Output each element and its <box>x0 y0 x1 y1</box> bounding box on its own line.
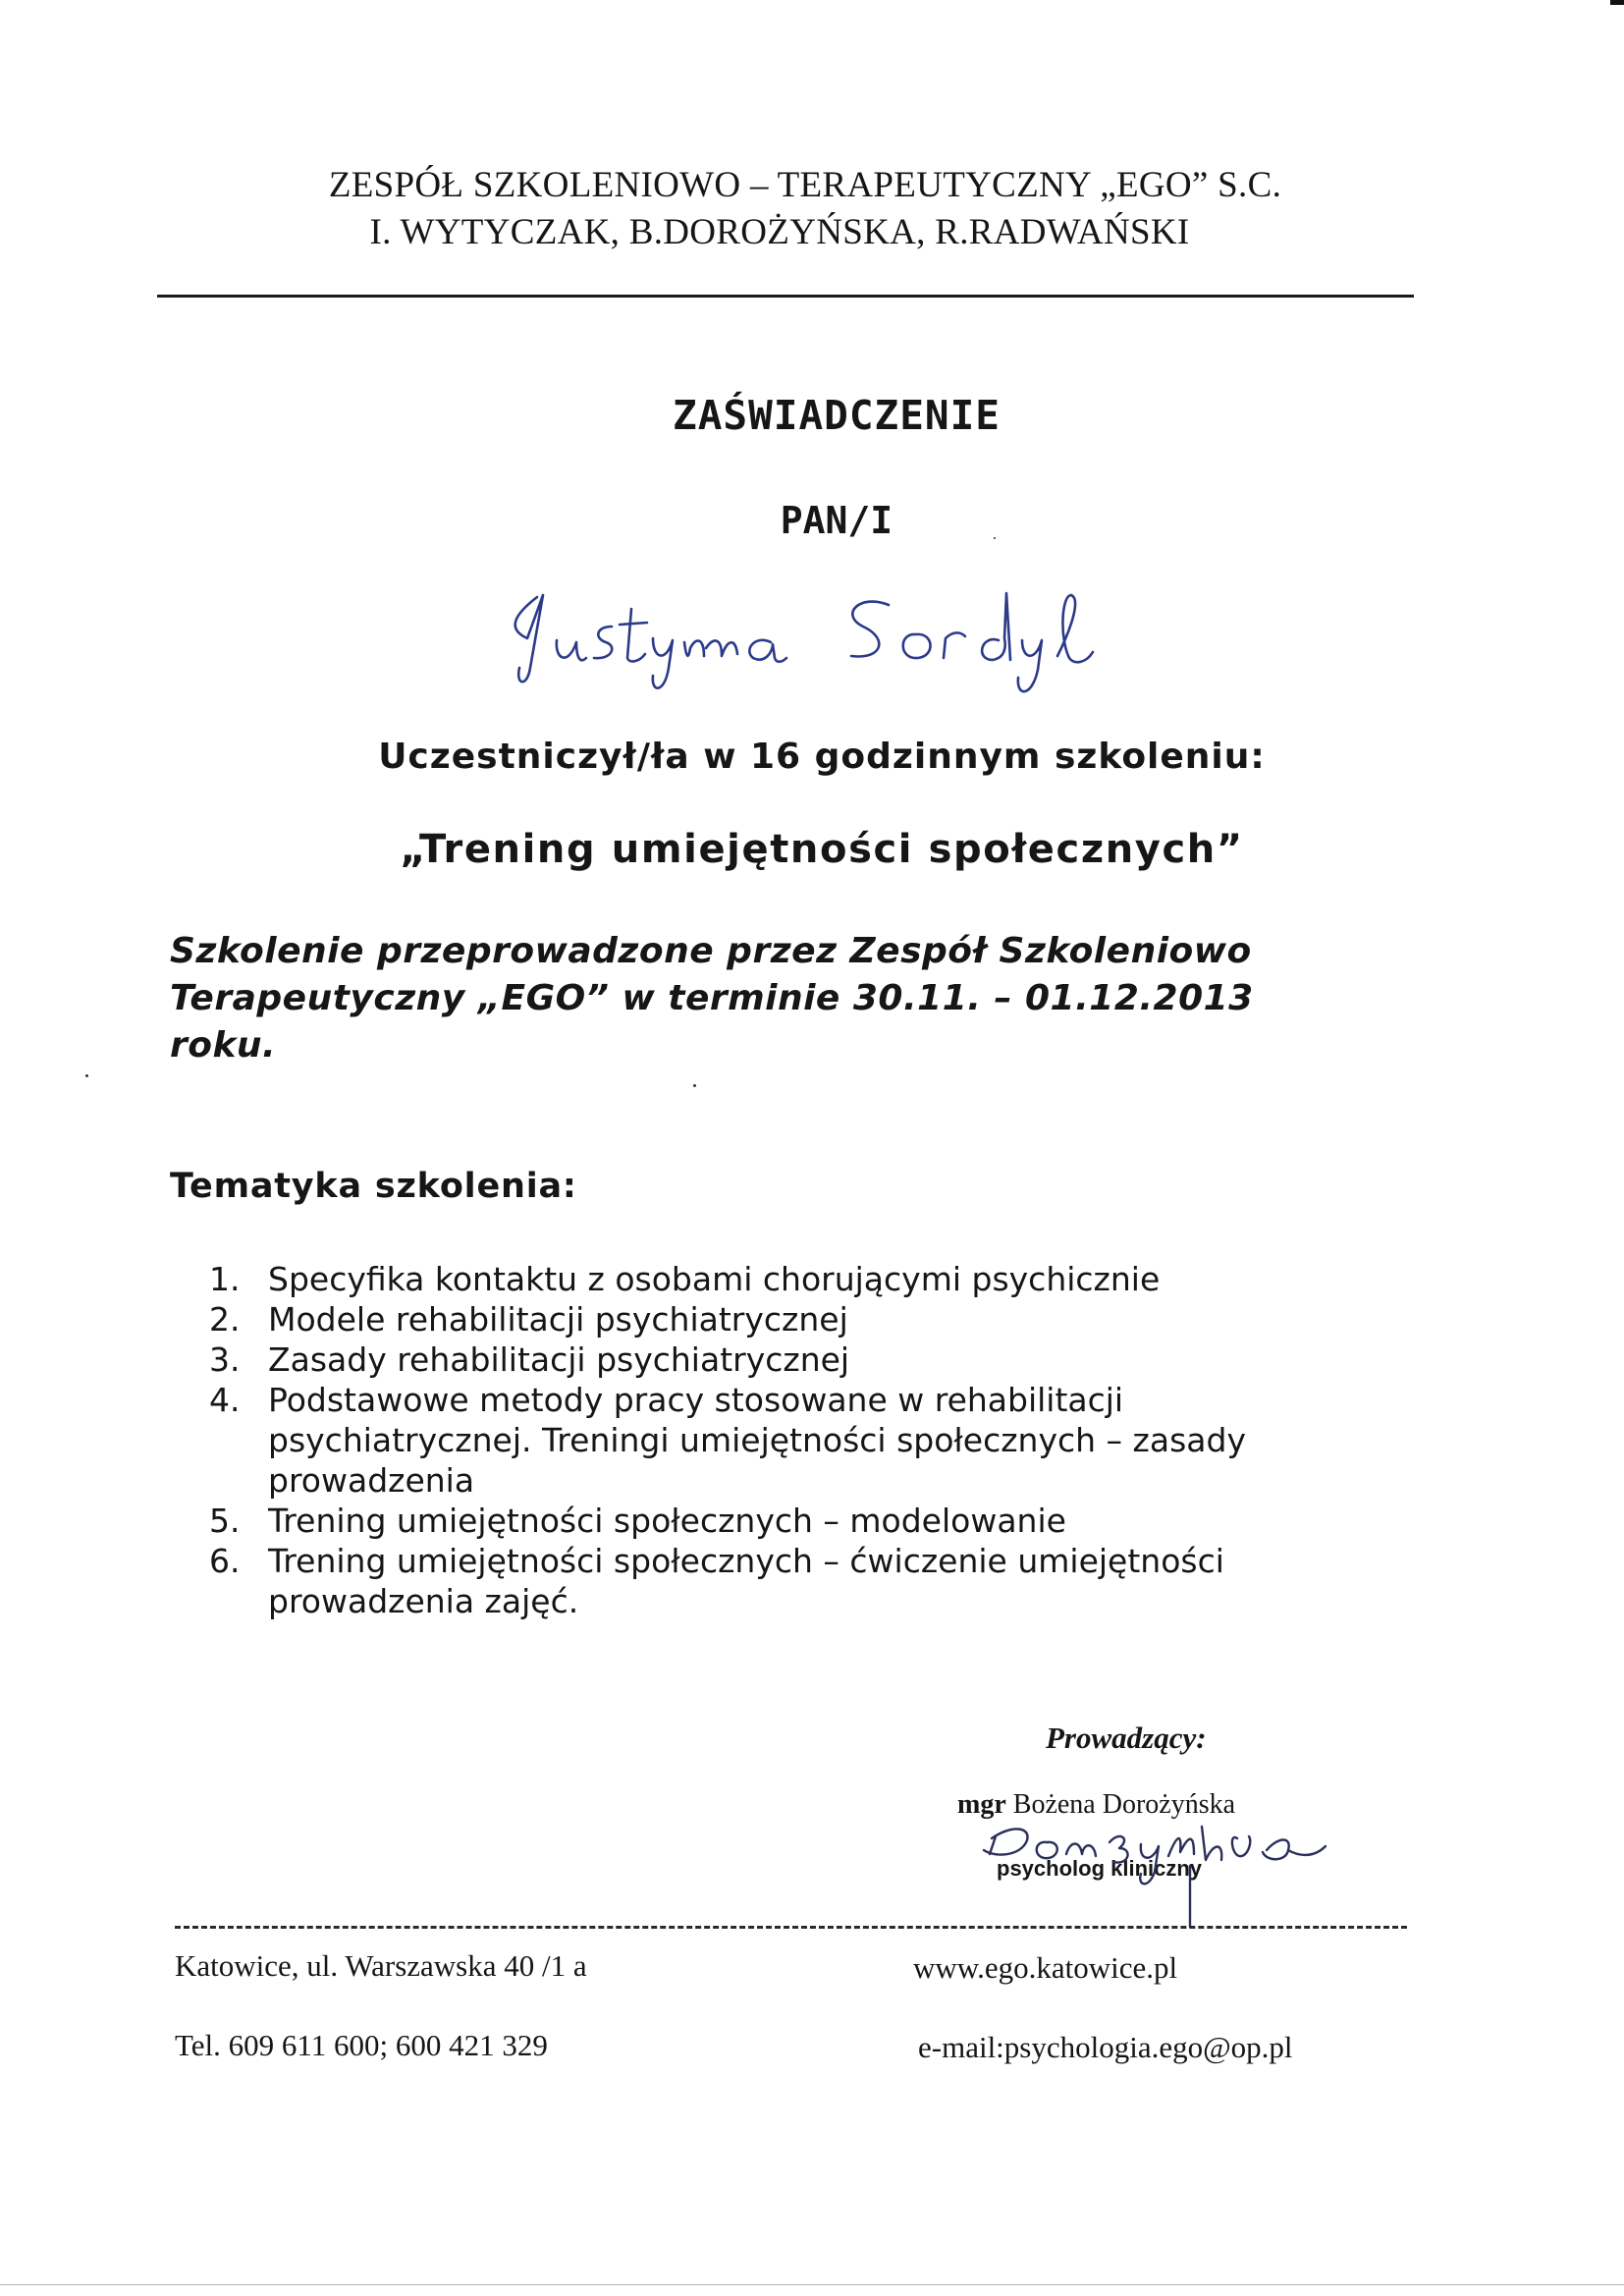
topic-item <box>209 1299 1348 1339</box>
topic-number: 4. <box>209 1381 241 1419</box>
scan-corner-mark <box>1610 0 1624 5</box>
trainer-label: Prowadzący: <box>1046 1721 1207 1755</box>
scan-bottom-edge <box>0 2284 1624 2285</box>
footer-email: e-mail:psychologia.ego@op.pl <box>918 2030 1293 2064</box>
topic-text: Podstawowe metody pracy stosowane w rehabilitacji psychiatrycznej. Treningi umiejętności społecznych – zasady prowadzenia <box>268 1381 1246 1500</box>
topic-text: Modele rehabilitacji psychiatrycznej <box>268 1300 848 1339</box>
topic-item <box>209 1339 1348 1380</box>
footer-website: www.ego.katowice.pl <box>913 1950 1178 1985</box>
organization-partners: I. WYTYCZAK, B.DOROŻYŃSKA, R.RADWAŃSKI <box>369 212 1190 252</box>
document-title: ZAŚWIADCZENIE <box>673 392 1001 439</box>
participation-statement: Uczestniczył/ła w 16 godzinnym szkoleniu: <box>378 737 1266 777</box>
training-details: Szkolenie przeprowadzone przez Zespół Szkoleniowo Terapeutyczny „EGO” w terminie 30.11. – 01.12.2013 roku. <box>170 931 1254 1066</box>
topic-number: 3. <box>209 1340 241 1379</box>
organization-header <box>157 162 1434 256</box>
stamp-full-name: Bożena Dorożyńska <box>1012 1789 1236 1820</box>
topic-text: Trening umiejętności społecznych – ćwiczenie umiejętności prowadzenia zajęć. <box>268 1542 1224 1620</box>
scan-speck <box>85 1074 88 1077</box>
topic-number: 1. <box>209 1260 241 1298</box>
trainer-signature <box>972 1803 1345 1931</box>
header-divider <box>157 295 1414 298</box>
topic-item <box>209 1380 1348 1501</box>
footer-address: Katowice, ul. Warszawska 40 /1 a <box>175 1948 587 1983</box>
stamp-degree: mgr <box>957 1789 1006 1820</box>
footer-divider <box>175 1926 1407 1929</box>
topics-heading: Tematyka szkolenia: <box>170 1167 577 1206</box>
topic-item <box>209 1259 1348 1299</box>
topics-list <box>209 1259 1348 1621</box>
organization-name: ZESPÓŁ SZKOLENIOWO – TERAPEUTYCZNY „EGO” S.C. <box>328 165 1282 205</box>
trainer-stamp-role: psycholog kliniczny <box>997 1856 1203 1881</box>
topic-number: 2. <box>209 1300 241 1339</box>
course-title: „Trening umiejętności społecznych” <box>400 827 1244 872</box>
scan-speck <box>693 1084 696 1087</box>
topic-text: Trening umiejętności społecznych – modelowanie <box>268 1502 1066 1540</box>
footer-phone: Tel. 609 611 600; 600 421 329 <box>175 2028 548 2062</box>
topic-text: Zasady rehabilitacji psychiatrycznej <box>268 1340 850 1379</box>
topic-number: 5. <box>209 1502 241 1540</box>
topic-text: Specyfika kontaktu z osobami chorującymi psychicznie <box>268 1260 1161 1298</box>
topic-number: 6. <box>209 1542 241 1580</box>
topic-item <box>209 1541 1348 1621</box>
topic-item <box>209 1501 1348 1541</box>
scan-speck <box>994 537 996 539</box>
participant-handwritten-name <box>486 570 1134 717</box>
salutation: PAN/I <box>780 499 893 542</box>
